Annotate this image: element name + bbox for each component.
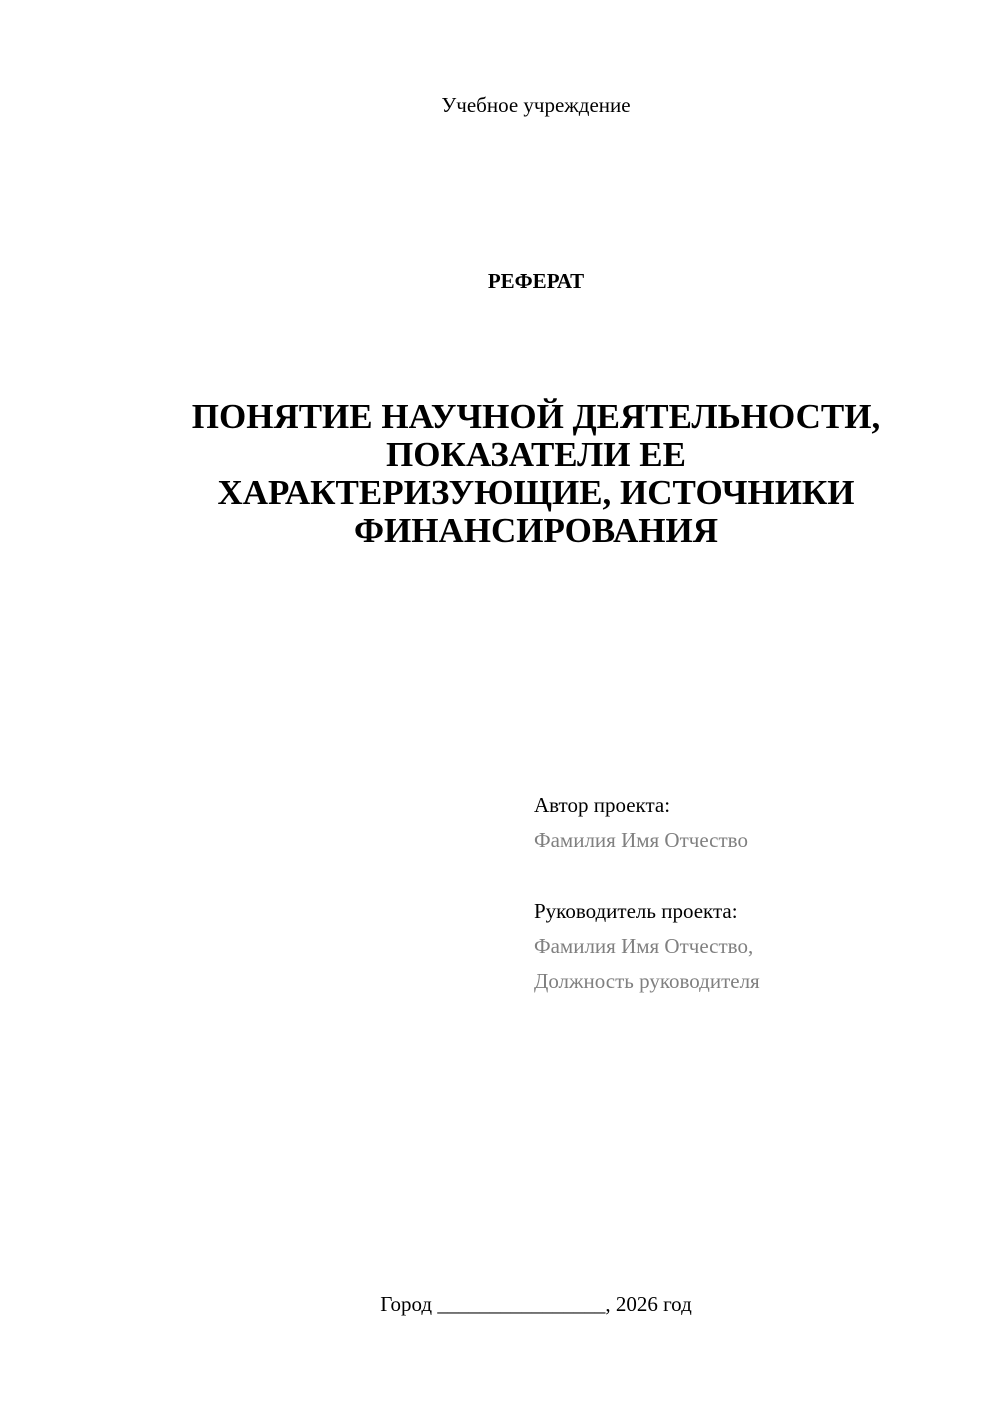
title-line: ХАРАКТЕРИЗУЮЩИЕ, ИСТОЧНИКИ <box>217 473 855 512</box>
section-spacer <box>534 858 974 894</box>
author-label: Автор проекта: <box>534 793 671 817</box>
author-section <box>534 788 974 858</box>
city-year-line: Город ________________, 2026 год <box>380 1292 692 1316</box>
supervisor-name: Фамилия Имя Отчество, <box>534 934 754 958</box>
document-title <box>120 398 952 550</box>
title-line: ПОКАЗАТЕЛИ ЕЕ <box>386 435 686 474</box>
supervisor-section <box>534 894 974 999</box>
author-name: Фамилия Имя Отчество <box>534 828 748 852</box>
institution-name: Учебное учреждение <box>441 93 631 117</box>
document-type-label: РЕФЕРАТ <box>487 269 585 293</box>
supervisor-position: Должность руководителя <box>534 969 760 993</box>
supervisor-label: Руководитель проекта: <box>534 899 738 923</box>
title-line: ФИНАНСИРОВАНИЯ <box>353 511 719 550</box>
title-line: ПОНЯТИЕ НАУЧНОЙ ДЕЯТЕЛЬНОСТИ, <box>191 397 881 436</box>
signature-block <box>534 788 974 999</box>
